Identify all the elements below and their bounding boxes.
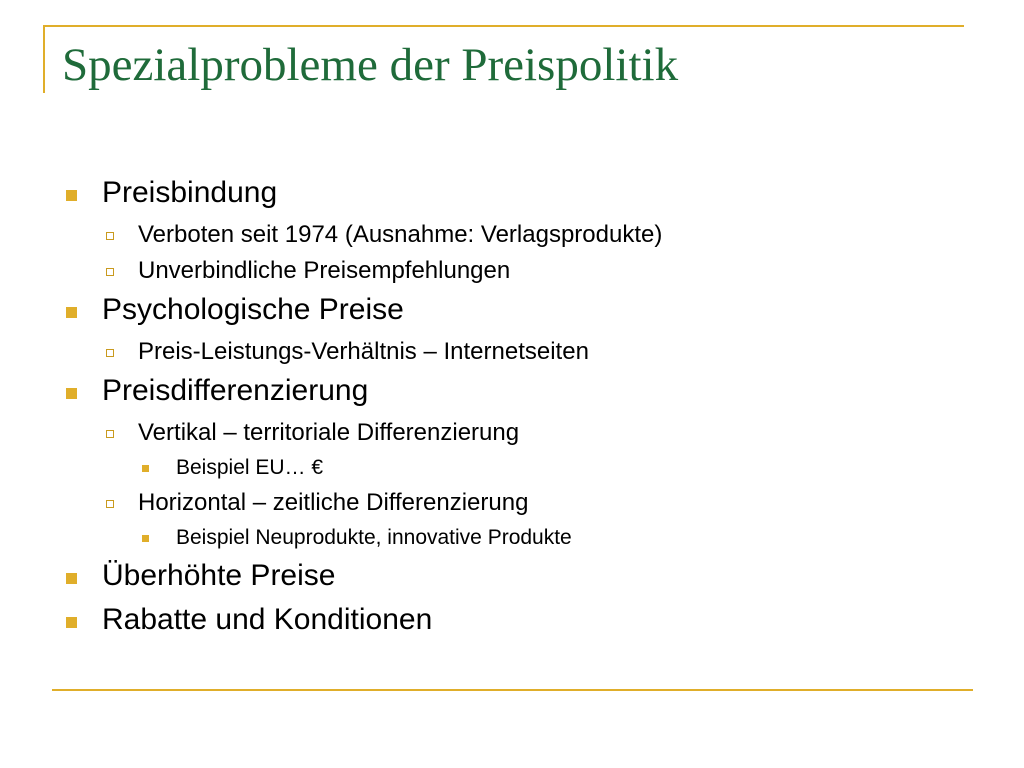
- sub-bullet-text: Unverbindliche Preisempfehlungen: [138, 257, 511, 284]
- bullet-item-preisdifferenzierung: [62, 376, 982, 406]
- bullet-text: Überhöhte Preise: [102, 559, 336, 592]
- sub-bullet-item: [62, 491, 982, 515]
- bullet-item-ueberhoehte-preise: [62, 561, 982, 591]
- bullet-item-rabatte-und-konditionen: [62, 605, 982, 635]
- sub-bullet-text: Horizontal – zeitliche Differenzierung: [138, 489, 529, 516]
- sub-bullet-item: [62, 340, 982, 364]
- bullet-text: Preisdifferenzierung: [102, 374, 369, 407]
- sub-sub-bullet-text: Beispiel Neuprodukte, innovative Produkte: [176, 526, 572, 549]
- bullet-item-psychologische-preise: [62, 295, 982, 325]
- bullet-text: Psychologische Preise: [102, 293, 404, 326]
- hollow-square-bullet-icon: [106, 500, 114, 508]
- hollow-square-bullet-icon: [106, 268, 114, 276]
- left-rule: [43, 25, 45, 93]
- small-square-bullet-icon: [142, 465, 149, 472]
- hollow-square-bullet-icon: [106, 232, 114, 240]
- square-bullet-icon: [66, 190, 77, 201]
- bullet-text: Preisbindung: [102, 176, 278, 209]
- bottom-rule: [52, 689, 973, 691]
- square-bullet-icon: [66, 573, 77, 584]
- square-bullet-icon: [66, 307, 77, 318]
- sub-sub-bullet-item: [62, 457, 982, 479]
- sub-bullet-text: Vertikal – territoriale Differenzierung: [138, 419, 520, 446]
- sub-sub-bullet-text: Beispiel EU… €: [176, 456, 324, 479]
- sub-bullet-text: Verboten seit 1974 (Ausnahme: Verlagsprodukte): [138, 221, 663, 248]
- square-bullet-icon: [66, 617, 77, 628]
- sub-bullet-item: [62, 223, 982, 247]
- hollow-square-bullet-icon: [106, 349, 114, 357]
- square-bullet-icon: [66, 388, 77, 399]
- bullet-list: [62, 178, 982, 635]
- top-rule: [43, 25, 964, 27]
- bullet-item-preisbindung: [62, 178, 982, 208]
- sub-bullet-text: Preis-Leistungs-Verhältnis – Internetseiten: [138, 338, 589, 365]
- small-square-bullet-icon: [142, 535, 149, 542]
- sub-bullet-item: [62, 259, 982, 283]
- sub-sub-bullet-item: [62, 527, 982, 549]
- bullet-text: Rabatte und Konditionen: [102, 603, 433, 636]
- slide-title: Spezialprobleme der Preispolitik: [62, 39, 679, 91]
- hollow-square-bullet-icon: [106, 430, 114, 438]
- sub-bullet-item: [62, 421, 982, 445]
